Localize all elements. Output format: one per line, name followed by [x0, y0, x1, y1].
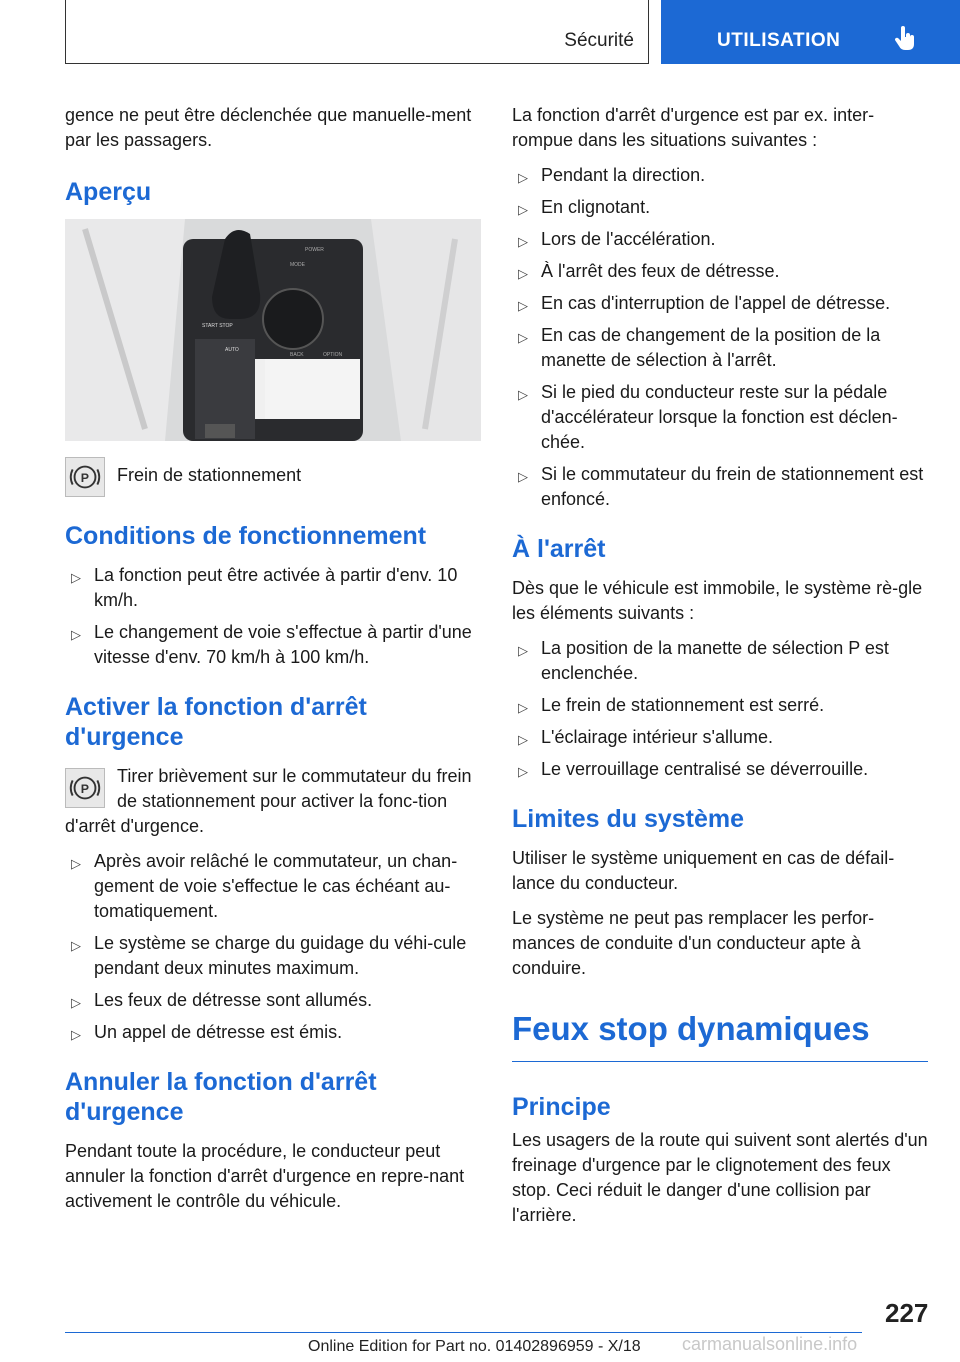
header-section-tab	[65, 0, 649, 64]
list-item	[512, 163, 928, 188]
svg-text:P: P	[80, 470, 89, 485]
annuler-paragraph: Pendant toute la procédure, le conducteur peut annuler la fonction d'arrêt d'urgence en repre-nant activement le contrôle du véhicule.	[65, 1141, 465, 1211]
list-item-text: Le verrouillage centralisé se déverrouille.	[541, 759, 869, 779]
bullet-triangle-icon: ▷	[518, 266, 528, 281]
bullet-triangle-icon: ▷	[518, 764, 528, 779]
list-item-text: Lors de l'accélération.	[541, 229, 716, 249]
photo-label-auto: AUTO	[225, 347, 239, 353]
bullet-triangle-icon: ▷	[71, 995, 81, 1010]
list-item-text: En clignotant.	[541, 197, 651, 217]
svg-text:P: P	[80, 781, 89, 796]
list-item	[65, 988, 481, 1013]
arret-paragraph: Dès que le véhicule est immobile, le système rè-gle les éléments suivants :	[512, 578, 923, 623]
heading-principe: Principe	[512, 1093, 611, 1121]
bullet-triangle-icon: ▷	[518, 170, 528, 185]
limites-paragraph-1: Utiliser le système uniquement en cas de défail-lance du conducteur.	[512, 848, 895, 893]
bullet-triangle-icon: ▷	[518, 732, 528, 747]
activer-text: Tirer brièvement sur le commutateur du frein de stationnement pour activer la fonc-tion d'arrêt d'urgence.	[65, 766, 472, 836]
list-item	[512, 259, 928, 284]
activer-paragraph	[65, 764, 481, 839]
heading-feux-stop: Feux stop dynamiques	[512, 1009, 928, 1062]
parking-brake-legend	[65, 457, 481, 503]
conditions-list	[65, 563, 481, 670]
heading-conditions: Conditions de fonctionnement	[65, 522, 427, 550]
photo-label-start-stop: START STOP	[202, 323, 233, 329]
bullet-triangle-icon: ▷	[518, 387, 528, 402]
heading-apercu: Aperçu	[65, 178, 152, 206]
principe-paragraph: Les usagers de la route qui suivent sont alertés d'un freinage d'urgence par le clignotement des feux stop. Ceci réduit le danger d'une collision par l'arrière.	[512, 1130, 928, 1225]
bullet-triangle-icon: ▷	[71, 856, 81, 871]
bullet-triangle-icon: ▷	[71, 627, 81, 642]
list-item	[512, 380, 928, 455]
list-item	[65, 620, 481, 670]
list-item-text: Si le pied du conducteur reste sur la pédale d'accélérateur lorsque la fonction est déclen-chée.	[541, 382, 898, 452]
right-column	[512, 103, 928, 1238]
parking-brake-caption: Frein de stationnement	[117, 465, 302, 485]
bullet-triangle-icon: ▷	[71, 570, 81, 585]
list-item	[65, 849, 481, 924]
bullet-triangle-icon: ▷	[518, 469, 528, 484]
list-item-text: En cas de changement de la position de la manette de sélection à l'arrêt.	[541, 325, 881, 370]
bullet-triangle-icon: ▷	[71, 938, 81, 953]
list-item	[512, 462, 928, 512]
list-item	[512, 693, 928, 718]
right-intro-paragraph: La fonction d'arrêt d'urgence est par ex. inter-rompue dans les situations suivantes :	[512, 105, 875, 150]
continued-paragraph: gence ne peut être déclenchée que manuelle-ment par les passagers.	[65, 105, 472, 150]
bullet-triangle-icon: ▷	[518, 202, 528, 217]
list-item	[512, 757, 928, 782]
list-item	[65, 563, 481, 613]
heading-activer: Activer la fonction d'arrêt d'urgence	[65, 693, 367, 751]
bullet-triangle-icon: ▷	[71, 1027, 81, 1042]
list-item-text: Le frein de stationnement est serré.	[541, 695, 825, 715]
list-item	[512, 291, 928, 316]
watermark: carmanualsonline.info	[682, 1334, 858, 1354]
list-item-text: La position de la manette de sélection P est enclenchée.	[541, 638, 889, 683]
list-item	[512, 195, 928, 220]
list-item	[512, 636, 928, 686]
list-item-text: L'éclairage intérieur s'allume.	[541, 727, 773, 747]
list-item	[512, 227, 928, 252]
bullet-triangle-icon: ▷	[518, 298, 528, 313]
list-item-text: Pendant la direction.	[541, 165, 706, 185]
list-item	[512, 323, 928, 373]
list-item-text: Le changement de voie s'effectue à partir d'une vitesse d'env. 70 km/h à 100 km/h.	[94, 622, 472, 667]
hand-pointer-icon	[895, 26, 917, 52]
activer-list	[65, 849, 481, 1045]
header-chapter-title: UTILISATION	[717, 30, 841, 51]
list-item-text: Le système se charge du guidage du véhi-cule pendant deux minutes maximum.	[94, 933, 467, 978]
heading-annuler: Annuler la fonction d'arrêt d'urgence	[65, 1068, 377, 1126]
list-item-text: En cas d'interruption de l'appel de détresse.	[541, 293, 891, 313]
list-item-text: Si le commutateur du frein de stationnement est enfoncé.	[541, 464, 924, 509]
photo-label-option: OPTION	[323, 352, 343, 358]
footer-rule	[65, 1332, 862, 1333]
list-item-text: Les feux de détresse sont allumés.	[94, 990, 373, 1010]
photo-label-back: BACK	[290, 352, 304, 358]
left-column	[65, 103, 481, 1224]
list-item-text: Un appel de détresse est émis.	[94, 1022, 343, 1042]
bullet-triangle-icon: ▷	[518, 643, 528, 658]
parking-brake-icon	[65, 768, 105, 808]
bullet-triangle-icon: ▷	[518, 330, 528, 345]
heading-limites: Limites du système	[512, 805, 745, 833]
list-item-text: La fonction peut être activée à partir d'env. 10 km/h.	[94, 565, 458, 610]
bullet-triangle-icon: ▷	[518, 234, 528, 249]
header-section-title: Sécurité	[564, 30, 634, 51]
list-item	[65, 1020, 481, 1045]
page-number: 227	[885, 1298, 929, 1328]
list-item	[512, 725, 928, 750]
limites-paragraph-2: Le système ne peut pas remplacer les perfor-mances de conduite d'un conducteur apte à conduire.	[512, 908, 875, 978]
heading-arret: À l'arrêt	[512, 535, 606, 563]
bullet-triangle-icon: ▷	[518, 700, 528, 715]
list-item	[65, 931, 481, 981]
footer-edition: Online Edition for Part no. 01402896959 - X/18	[308, 1338, 641, 1355]
interruption-list	[512, 163, 928, 512]
list-item-text: À l'arrêt des feux de détresse.	[541, 261, 780, 281]
list-item-text: Après avoir relâché le commutateur, un chan-gement de voie s'effectue le cas échéant au-tomatiquement.	[94, 851, 458, 921]
photo-label-mode: MODE	[290, 262, 305, 268]
parking-brake-icon	[65, 457, 105, 497]
arret-list	[512, 636, 928, 782]
header-chapter-tab	[661, 0, 960, 64]
photo-label-power: POWER	[305, 247, 324, 253]
gear-selector-photo	[65, 219, 481, 441]
